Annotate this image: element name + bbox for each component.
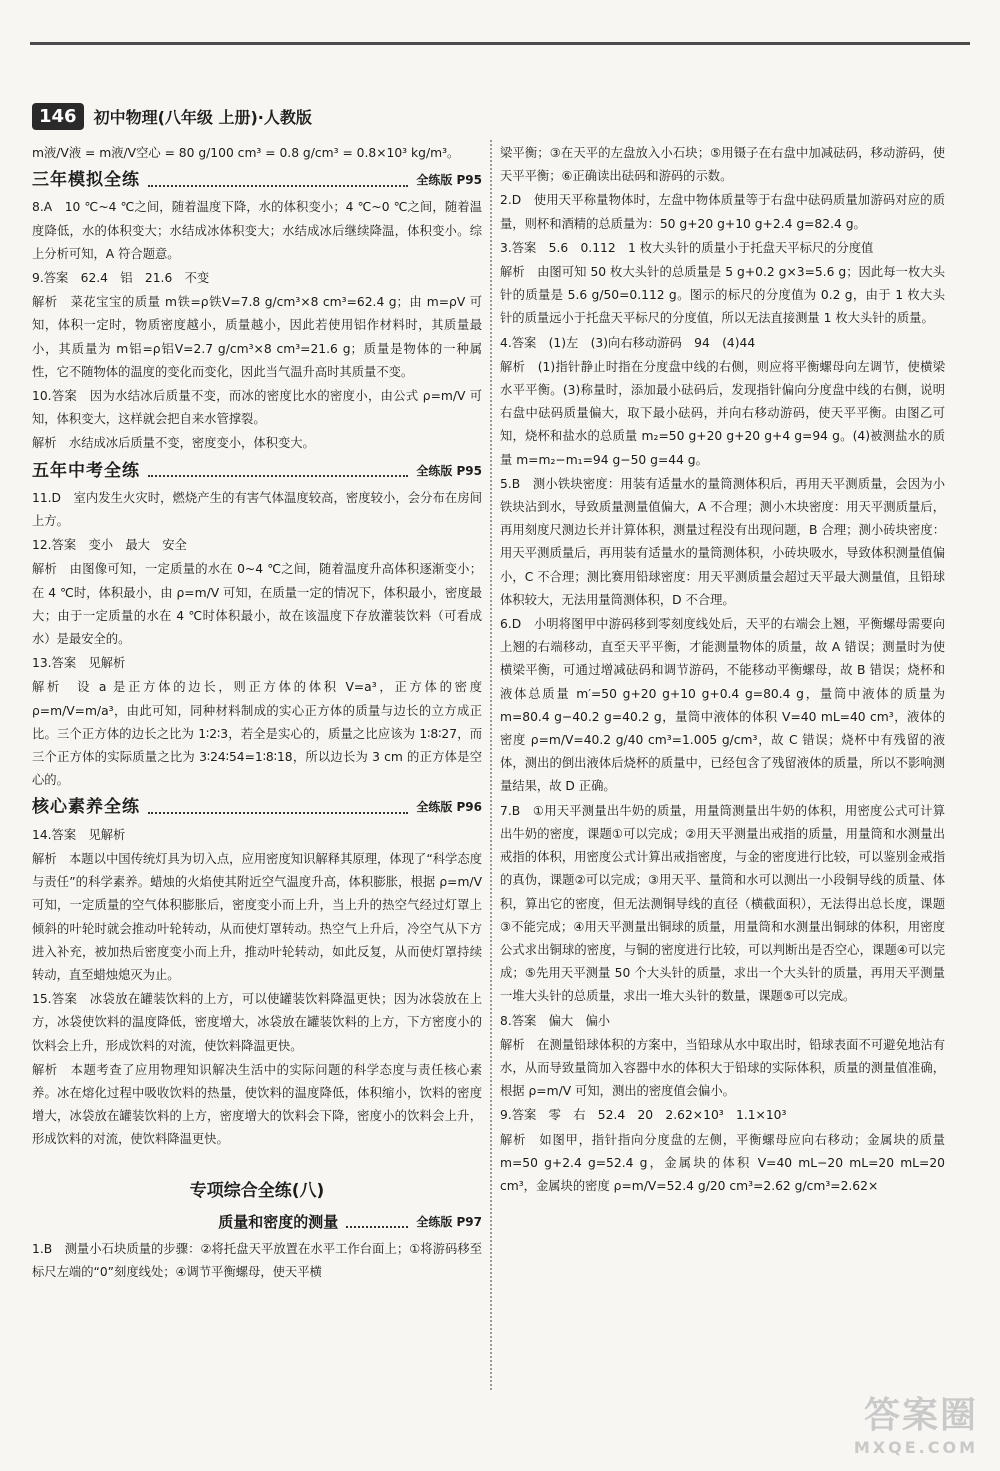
answer-paragraph: 解析 由图像可知，一定质量的水在 0~4 ℃之间，随着温度升高体积逐渐变小；在 4 ℃时，体积最小，由 ρ=m/V 可知，在质量一定的情况下，体积最小，密度最大；由于一定质量的水在 4 ℃时体积最小，故在该温度下存放灌装饮料（可看成水）是最安全的。 <box>32 562 482 647</box>
answer-paragraph: 梁平衡；③在天平的左盘放入小石块；⑤用镊子在右盘中加减砝码，移动游码，使天平平衡；⑥正确读出砝码和游码的示数。 <box>500 146 945 184</box>
answer-paragraph: 9.答案 62.4 铝 21.6 不变 <box>32 271 210 286</box>
site-watermark <box>854 1387 978 1457</box>
section-heading <box>32 460 482 483</box>
page-number: 146 <box>32 103 84 130</box>
answer-paragraph: 10.答案 因为水结冰后质量不变，而冰的密度比水的密度小，由公式 ρ=m/V 可知，体积变大，这样就会把自来水管撑裂。 <box>32 389 482 427</box>
special-subtitle: 质量和密度的测量 <box>218 1212 339 1231</box>
section-ref: 全练版 P95 <box>416 173 482 188</box>
answer-paragraph: 4.答案 (1)左 (3)向右移动游码 94 (4)44 <box>500 335 756 350</box>
answer-paragraph: 解析 本题考查了应用物理知识解决生活中的实际问题的科学态度与责任核心素养。冰在熔化过程中吸收饮料的热量，使饮料的温度降低，体积缩小，饮料的密度增大，冰袋放在罐装饮料的上方，密度增大的饮料会下降，密度小的饮料会上升，形成饮料的对流，使饮料降温更快。 <box>32 1062 482 1147</box>
right-column <box>500 142 945 1199</box>
watermark-text: 答案圈 <box>863 1395 978 1436</box>
dotted-leader <box>148 175 408 187</box>
section-ref: 全练版 P96 <box>416 800 482 815</box>
left-column <box>32 142 482 1285</box>
special-ref: 全练版 P97 <box>416 1214 482 1229</box>
answer-paragraph: 15.答案 冰袋放在罐装饮料的上方，可以使罐装饮料降温更快；因为冰袋放在上方，冰袋使饮料的温度降低，密度增大，冰袋放在罐装饮料的上方，下方密度小的饮料会上升，形成饮料的对流，使饮料降温更快。 <box>32 992 482 1053</box>
section-title: 三年模拟全练 <box>32 170 140 191</box>
dotted-leader <box>148 802 408 814</box>
answer-paragraph: 11.D 室内发生火灾时，燃烧产生的有害气体温度较高，密度较小，会分布在房间上方。 <box>32 490 482 529</box>
answer-paragraph: 1.B 测量小石块质量的步骤：②将托盘天平放置在水平工作台面上；①将游码移至标尺左端的“0”刻度线处；④调节平衡螺母，使天平横 <box>32 1241 482 1280</box>
section-heading <box>32 796 482 819</box>
answer-paragraph: 6.D 小明将图甲中游码移到零刻度线处后，天平的右端会上翘，平衡螺母需要向上翘的右端移动，直至天平平衡，才能测量物体的质量，故 A 错误；测量时为使横梁平衡，可通过增减砝码和调节游码，不能移动平衡螺母，故 B 错误；烧杯和液体总质量 m′=50 g+20 g+10 g+0.4 g=80.4 g，量筒中液体的质量为 m=80.4 g−40.2 g=40.2 g，量筒中液体的体积 V=40 mL=40 cm³，液体的密度 ρ=m/V=40.2 g/40 cm³=1.005 g/cm³，故 C 错误；烧杯中有残留的液体，测出的倒出液体后烧杯的质量中，已经包含了残留液体的质量，所以不影响测量结果，故 D 正确。 <box>500 617 945 794</box>
special-subheading <box>32 1211 482 1234</box>
special-title: 专项综合全练(八) <box>189 1180 325 1201</box>
dotted-leader <box>346 1216 408 1228</box>
section-title: 五年中考全练 <box>32 460 140 481</box>
answer-paragraph: 3.答案 5.6 0.112 1 枚大头针的质量小于托盘天平标尺的分度值 <box>500 240 874 255</box>
answer-paragraph: 9.答案 零 右 52.4 20 2.62×10³ 1.1×10³ <box>500 1108 787 1123</box>
answer-paragraph: 解析 设 a 是正方体的边长，则正方体的体积 V=a³，正方体的密度 ρ=m/V=m/a³，由此可知，同种材料制成的实心正方体的质量与边长的立方成正比。三个正方体的边长之比为 1∶2∶3，若全是实心的，质量之比应该为 1∶8∶27，而三个正方体的实际质量之比为 3∶24∶54=1∶8∶18，所以边长为 3 cm 的正方体是空心的。 <box>32 680 482 788</box>
answer-paragraph: 14.答案 见解析 <box>32 827 126 842</box>
answer-paragraph: 2.D 使用天平称量物体时，左盘中物体质量等于右盘中砝码质量加游码对应的质量，则杯和酒精的总质量为：50 g+20 g+10 g+2.4 g=82.4 g。 <box>500 193 945 231</box>
answer-paragraph: 解析 本题以中国传统灯具为切入点，应用密度知识解释其原理，体现了“科学态度与责任”的科学素养。蜡烛的火焰使其附近空气温度升高，体积膨胀，根据 ρ=m/V 可知，一定质量的空气体积膨胀后，密度变小而上升，当上升的热空气经过灯罩上倾斜的叶轮时就会推动叶轮转动，从而使灯罩转动。热空气上升后，冷空气从下方进入补充，被加热后密度变小而上升，推动叶轮转动，如此反复，从而使灯罩持续转动，直至蜡烛熄灭为止。 <box>32 851 482 982</box>
answer-paragraph: 13.答案 见解析 <box>32 656 126 671</box>
answer-paragraph: 12.答案 变小 最大 安全 <box>32 538 187 553</box>
answer-paragraph: 解析 由图可知 50 枚大头针的总质量是 5 g+0.2 g×3=5.6 g；因此每一枚大头针的质量是 5.6 g/50=0.112 g。图示的标尺的分度值为 0.2 g，由于 1 枚大头针的质量远小于托盘天平标尺的分度值，所以无法直接测量 1 枚大头针的质量。 <box>500 265 945 326</box>
section-heading <box>32 169 482 192</box>
answer-paragraph: 解析 (1)指针静止时指在分度盘中线的右侧，则应将平衡螺母向左调节，使横梁水平平衡。(3)称量时，添加最小砝码后，发现指针偏向分度盘中线的右侧，说明右盘中砝码质量偏大，取下最小砝码，并向右移动游码，使天平平衡。由图乙可知，烧杯和盐水的总质量 m₂=50 g+20 g+20 g+4 g=94 g。(4)被测盐水的质量 m=m₂−m₁=94 g−50 g=44 g。 <box>500 359 945 467</box>
answer-paragraph: 8.答案 偏大 偏小 <box>500 1013 611 1028</box>
answer-paragraph: m液/V液 = m液/V空心 = 80 g/100 cm³ = 0.8 g/cm³ = 0.8×10³ kg/m³。 <box>32 146 460 160</box>
answer-paragraph: 解析 水结成冰后质量不变，密度变小，体积变大。 <box>32 436 315 451</box>
book-title: 初中物理(八年级 上册)·人教版 <box>93 107 312 127</box>
section-ref: 全练版 P95 <box>416 463 482 478</box>
answer-paragraph: 8.A 10 ℃~4 ℃之间，随着温度下降，水的体积变小；4 ℃~0 ℃之间，随着温度降低，水的体积变大；水结成冰体积变大；水结成冰后继续降温，体积变小。综上分析可知，A 符合题意。 <box>32 200 482 261</box>
answer-paragraph: 解析 菜花宝宝的质量 m铁=ρ铁V=7.8 g/cm³×8 cm³=62.4 g；由 m=ρV 可知，体积一定时，物质密度越小，质量越小，因此若使用铝作材料时，其质量最小，其质量为 m铝=ρ铝V=2.7 g/cm³×8 cm³=21.6 g；质量是物体的一种属性，它不随物体的温度的变化而变化，因此当气温升高时其质量不变。 <box>32 295 482 379</box>
dotted-leader <box>148 465 408 477</box>
answer-paragraph: 解析 如图甲，指针指向分度盘的左侧，平衡螺母应向右移动；金属块的质量 m=50 g+2.4 g=52.4 g，金属块的体积 V=40 mL−20 mL=20 mL=20 cm³，金属块的密度 ρ=m/V=52.4 g/20 cm³=2.62 g/cm³=2.62× <box>500 1132 945 1193</box>
column-divider <box>490 140 492 1390</box>
watermark-url: MXQE.COM <box>853 1438 978 1457</box>
answer-paragraph: 5.B 测小铁块密度：用装有适量水的量筒测体积后，再用天平测质量，会因为小铁块沾到水，导致质量测量值偏大，A 不合理；测小木块密度：用天平测质量后，再用刻度尺测边长并计算体积，测量过程没有出现问题，B 合理；测小砖块密度：用天平测质量后，再用装有适量水的量筒测体积，小砖块吸水，导致体积测量值偏小，C 不合理；测比赛用铅球密度：用天平测质量会超过天平最大测量值，且铅球体积较大，无法用量筒测体积，D 不合理。 <box>500 476 945 607</box>
answer-paragraph: 解析 在测量铅球体积的方案中，当铅球从水中取出时，铅球表面不可避免地沾有水，从而导致量筒加入容器中水的体积大于铅球的实际体积，质量的测量值准确，根据 ρ=m/V 可知，测出的密度值会偏小。 <box>500 1037 945 1099</box>
section-title: 核心素养全练 <box>32 797 140 818</box>
page-header <box>32 98 312 134</box>
answer-paragraph: 7.B ①用天平测量出牛奶的质量，用量筒测量出牛奶的体积，用密度公式可计算出牛奶的密度，课题①可以完成；②用天平测量出戒指的质量，用量筒和水测量出戒指的体积，用密度公式计算出戒指密度，与金的密度进行比较，可以鉴别金戒指的真伪，课题②可以完成；③用天平、量筒和水可以测出一小段铜导线的质量、体积，算出它的密度，但无法测铜导线的直径（横截面积），无法得出总长度，课题③不能完成；④用天平测量出铜球的质量，用量筒和水测量出铜球的体积，用密度公式求出铜球的密度，与铜的密度进行比较，可以判断出是否空心，课题④可以完成；⑤先用天平测量 50 个大头针的质量，求出一个大头针的质量，再用天平测量一堆大头针的总质量，求出一堆大头针的数量，课题⑤可以完成。 <box>500 803 945 1004</box>
top-rule <box>30 42 970 45</box>
